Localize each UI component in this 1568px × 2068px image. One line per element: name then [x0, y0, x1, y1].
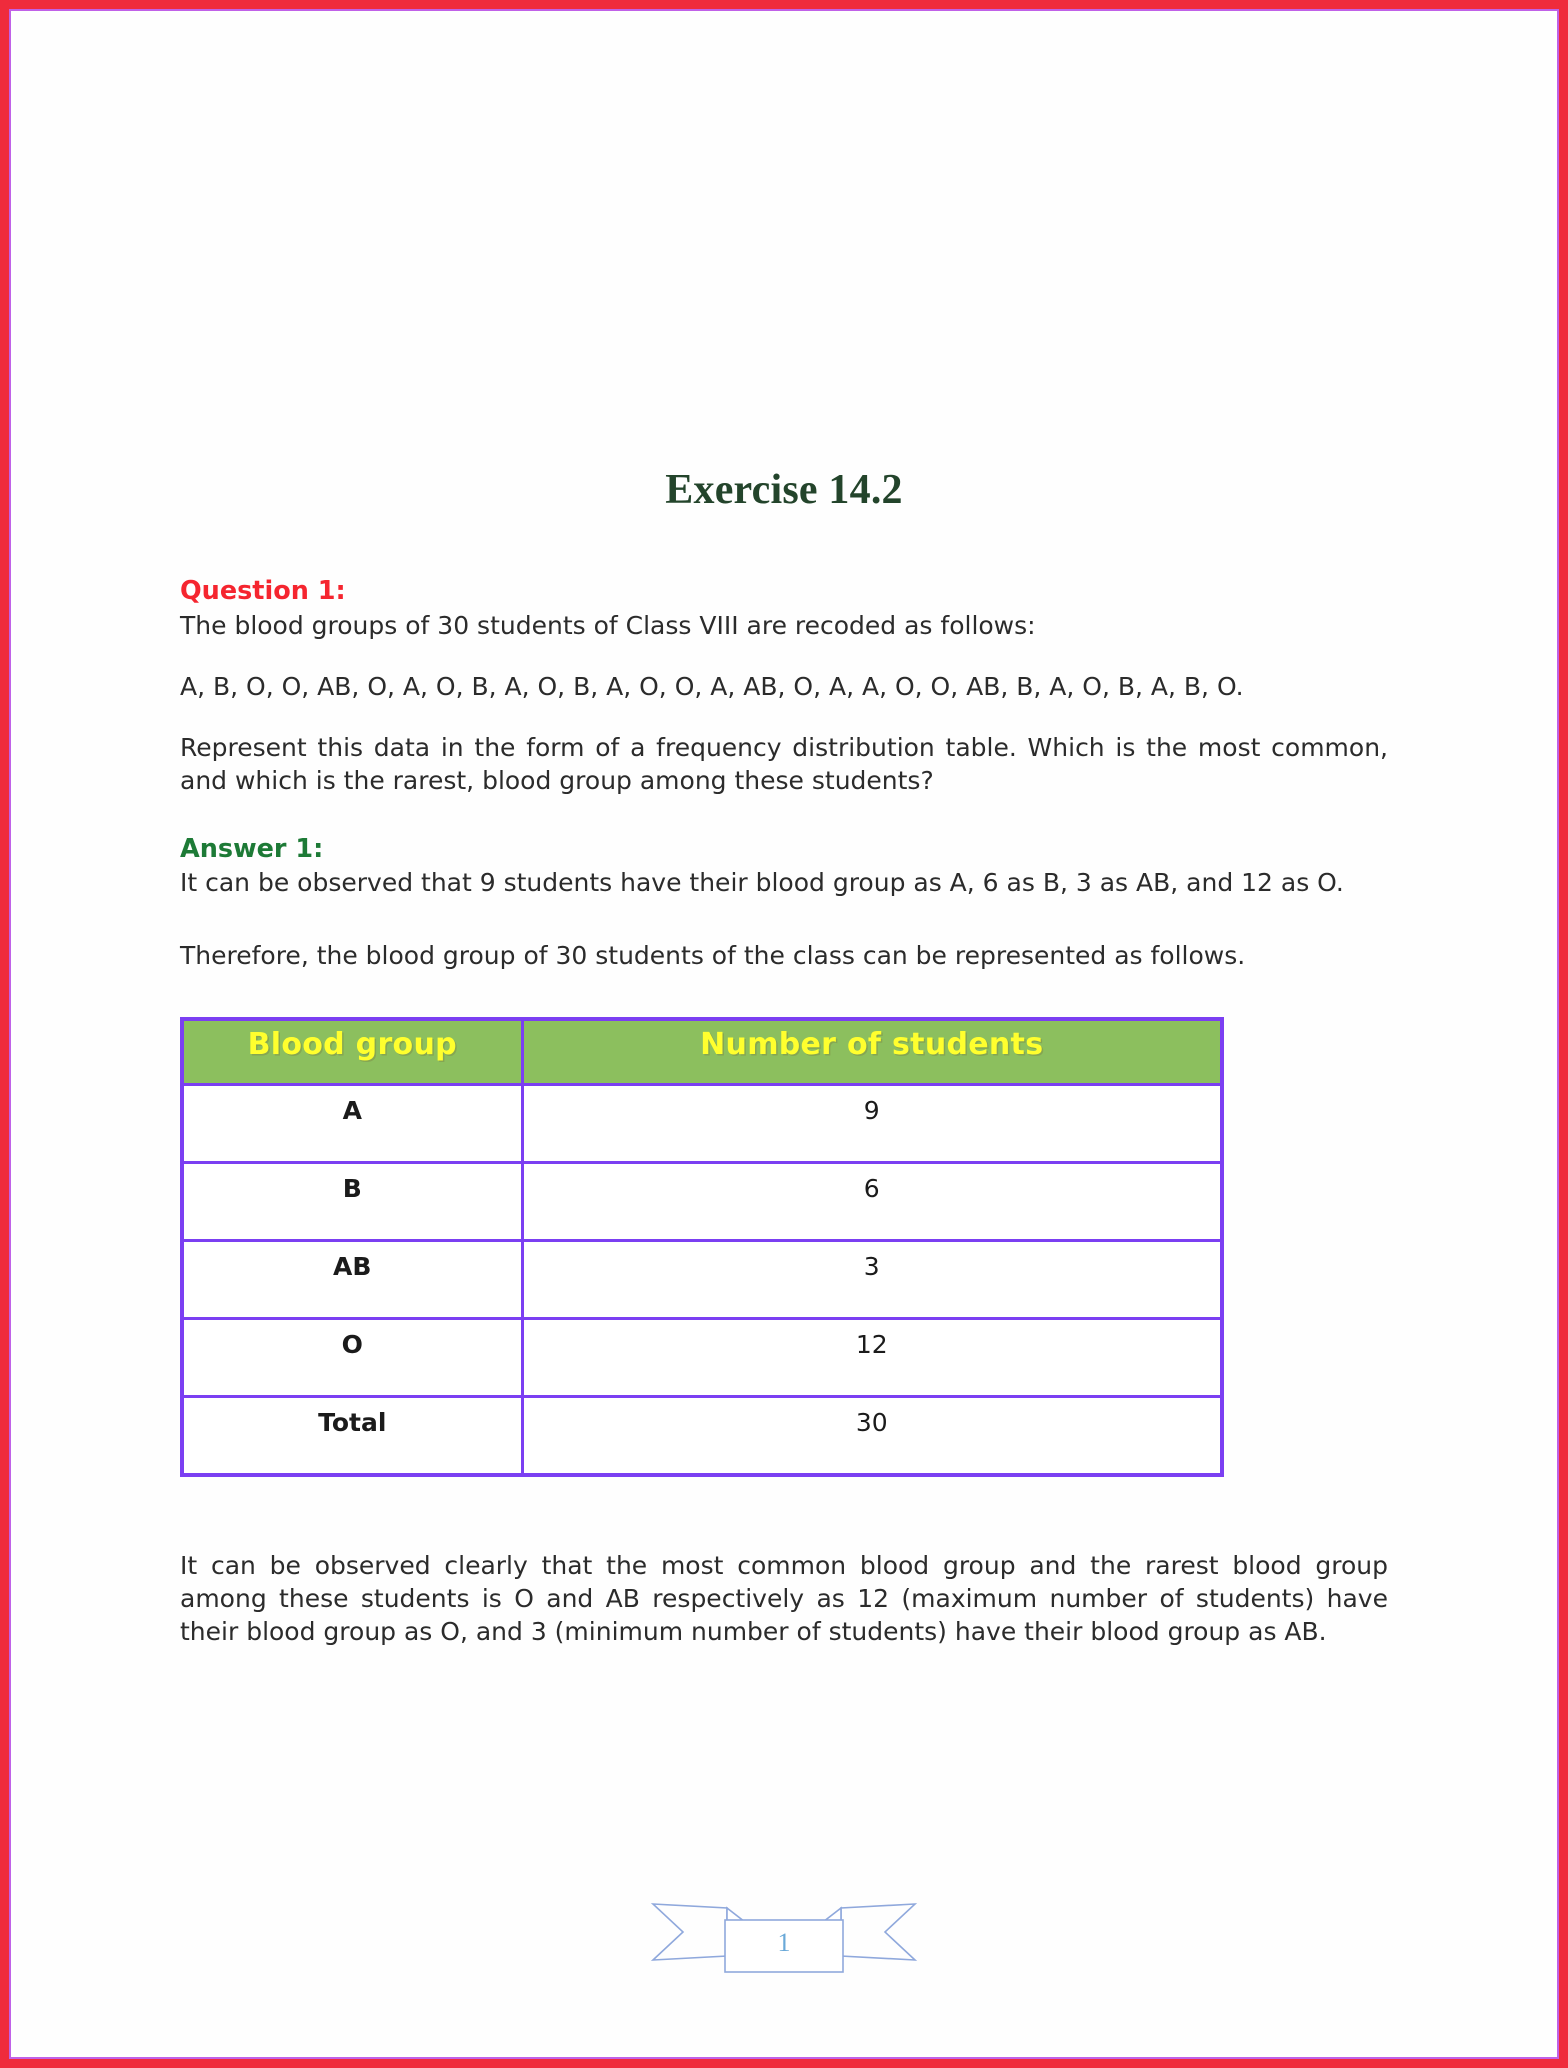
cell-blood-group: O — [182, 1319, 522, 1397]
question-data-list: A, B, O, O, AB, O, A, O, B, A, O, B, A, O, O, A, AB, O, A, A, O, O, AB, B, A, O, B, A, B, O. — [180, 671, 1244, 701]
table-row — [182, 1319, 1222, 1397]
cell-blood-group: AB — [182, 1241, 522, 1319]
cell-student-count: 3 — [522, 1241, 1222, 1319]
question-intro-text: The blood groups of 30 students of Class VIII are recoded as follows: — [180, 610, 1036, 640]
table-row — [182, 1241, 1222, 1319]
table-row-total — [182, 1397, 1222, 1475]
cell-student-count: 12 — [522, 1319, 1222, 1397]
table-body — [182, 1085, 1222, 1475]
ribbon-banner — [649, 1896, 919, 1974]
document-content — [180, 14, 1388, 1648]
answer-conclusion-text: It can be observed clearly that the most common blood group and the rarest blood group among these students is O and AB respectively as 12 (maximum number of students) have their blood group as O, and 3 (minimum number of students) have their blood group as AB. — [180, 1550, 1388, 1647]
question-label: Question 1: — [180, 576, 346, 606]
cell-total-count: 30 — [522, 1397, 1222, 1475]
cell-total-label: Total — [182, 1397, 522, 1475]
page-sheet — [14, 14, 1554, 2054]
cell-blood-group: A — [182, 1085, 522, 1163]
page-footer — [14, 1896, 1554, 1974]
cell-student-count: 9 — [522, 1085, 1222, 1163]
cell-blood-group: B — [182, 1163, 522, 1241]
answer-therefore-text: Therefore, the blood group of 30 students of the class can be represented as follows. — [180, 941, 1246, 971]
question-prompt-text: Represent this data in the form of a frequency distribution table. Which is the most common, and which is the rarest, blood group among these students? — [180, 733, 1388, 796]
table-header-row — [182, 1019, 1222, 1085]
table-row — [182, 1085, 1222, 1163]
column-header-number-of-students: Number of students — [522, 1019, 1222, 1085]
cell-student-count: 6 — [522, 1163, 1222, 1241]
answer-label: Answer 1: — [180, 833, 324, 864]
column-header-blood-group: Blood group — [182, 1019, 522, 1085]
answer-observation-text: It can be observed that 9 students have their blood group as A, 6 as B, 3 as AB, and 12 as O. — [180, 868, 1344, 898]
frequency-distribution-table — [180, 1017, 1224, 1477]
page-title: Exercise 14.2 — [665, 467, 903, 513]
table-row — [182, 1163, 1222, 1241]
page-number: 1 — [777, 1928, 791, 1957]
table-header — [182, 1019, 1222, 1085]
